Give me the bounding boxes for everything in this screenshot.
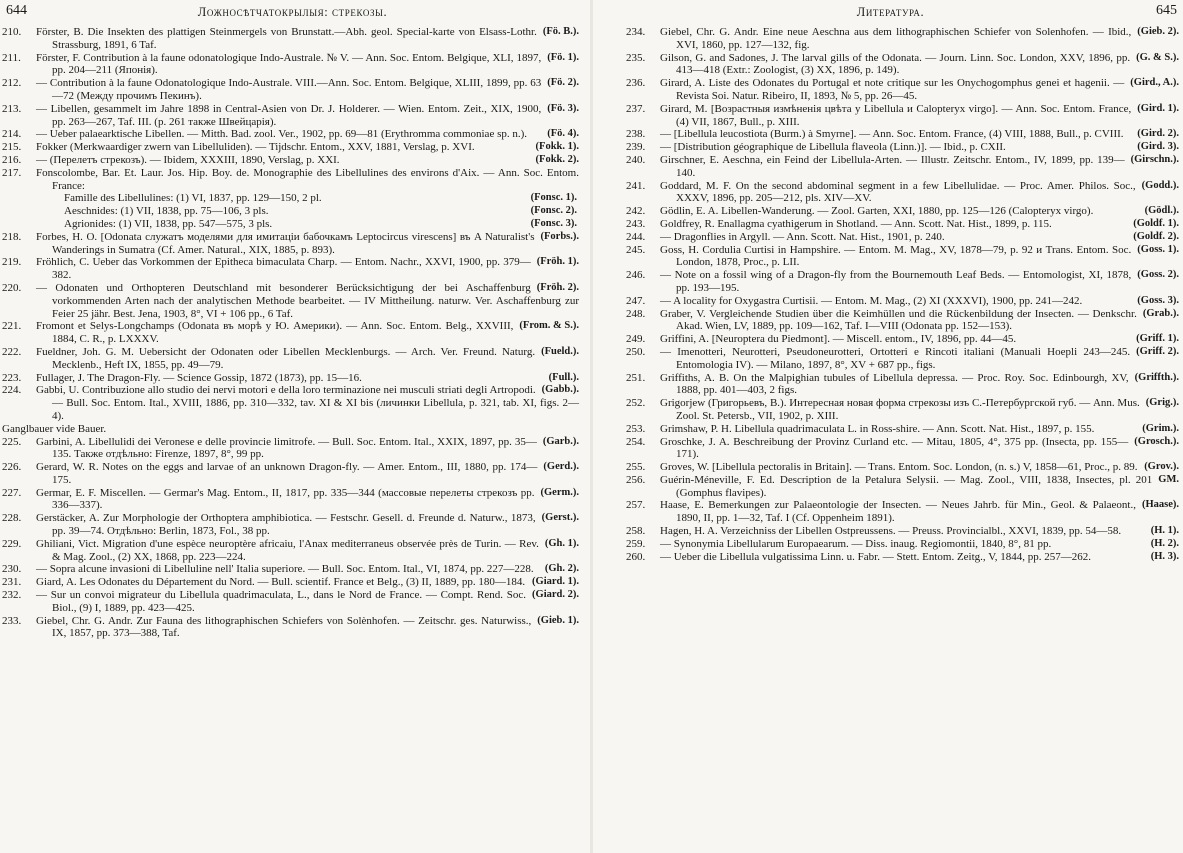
subentry-citation: Famille des Libellulines: (1) VI, 1837, pp. 129—150, 2 pl. <box>64 192 322 205</box>
bibliography-entry <box>626 180 1179 206</box>
bibliography-entry <box>626 461 1179 474</box>
bibliography-entry <box>626 205 1179 218</box>
entry-citation: Garbini, A. Libellulidi dei Veronese e delle provincie limitrofe. — Bull. Soc. Entom. Ital., XXIX, 1897, pp. 35—135. Также отдѣльно: Firenze, 1897, 8°, 99 pp. <box>36 435 537 461</box>
cross-reference-note: Ganglbauer vide Bauer. <box>2 422 107 435</box>
entry-abbreviation: (Gird., A.). <box>1130 77 1179 89</box>
bibliography-entry <box>626 77 1179 103</box>
entry-number: 223. <box>2 371 22 384</box>
entry-number: 237. <box>626 102 646 115</box>
entry-citation: Grimshaw, P. H. Libellula quadrimaculata L. in Ross-shire. — Ann. Scott. Nat. Hist., 1897, p. 155. <box>660 422 1095 435</box>
entry-citation: Griffiths, A. B. On the Malpighian tubules of Libellula depressa. — Proc. Roy. Soc. Edinbourgh, XV, 1888, pp. 401—403, 2 figs. <box>660 371 1129 397</box>
bibliography-entry <box>626 52 1179 78</box>
entry-citation: — Ueber palaearktische Libellen. — Mitth. Bad. zool. Ver., 1902, pp. 69—81 (Erythromma commoniae sp. n.). <box>36 128 528 141</box>
bibliography-subentry <box>2 192 579 205</box>
entry-number: 224. <box>2 384 22 397</box>
entry-abbreviation: (Gird. 1). <box>1137 102 1179 114</box>
entry-number: 226. <box>2 461 22 474</box>
entry-citation: Hagen, H. A. Verzeichniss der Libellen Ostpreussens. — Preuss. Provincialbl., XXVI, 1839, pp. 54—58. <box>660 525 1122 538</box>
entry-number: 212. <box>2 77 22 90</box>
bibliography-entry <box>2 103 579 129</box>
entry-abbreviation: (Goss. 3). <box>1137 294 1179 306</box>
left-running-title: Ложносѣтчатокрылыя: стрекозы. <box>197 5 388 19</box>
entry-citation: Goss, H. Cordulia Curtisi in Hampshire. — Entom. M. Mag., XV, 1878—79, p. 92 и Trans. Entom. Soc. London, 1878, Proc., p. LII. <box>660 243 1132 269</box>
entry-citation: Germar, E. F. Miscellen. — Germar's Mag. Entom., II, 1817, pp. 335—344 (массовые перелеты стрекозъ pp. 336—337). <box>36 486 535 512</box>
entry-abbreviation: (Grig.). <box>1145 397 1179 409</box>
entry-citation: Forbes, H. O. [Odonata служатъ моделями для имитаціи бабочкамъ Leptocircus virescens] въ A Naturalist's Wanderings in Sumatra (Cf. Amer. Natural., XIX, 1885, p. 893). <box>36 230 535 256</box>
entry-abbreviation: (Griff. 1). <box>1136 333 1179 345</box>
bibliography-entry <box>626 499 1179 525</box>
subentry-citation: Agrionides: (1) VII, 1838, pp. 547—575, 3 pls. <box>64 217 273 230</box>
entry-citation: Guérin-Méneville, F. Ed. Description de la Petalura Selysii. — Mag. Zool., VIII, 1838, Insectes, pl. 201 (Gomphus flavipes). <box>660 473 1153 499</box>
entry-number: 215. <box>2 141 22 154</box>
entry-abbreviation: (Gerst.). <box>541 512 579 524</box>
bibliography-entry <box>2 282 579 320</box>
bibliography-entry <box>626 128 1179 141</box>
bibliography-entry <box>626 538 1179 551</box>
entry-number: 249. <box>626 333 646 346</box>
entry-citation: Girschner, E. Aeschna, ein Feind der Libellula-Arten. — Illustr. Zeitschr. Entom., IV, 1899, pp. 139—140. <box>660 153 1125 179</box>
entry-abbreviation: (Gh. 1). <box>544 537 579 549</box>
bibliography-entry <box>2 563 579 576</box>
bibliography-entry <box>626 26 1179 52</box>
entry-abbreviation: (Grim.). <box>1142 422 1179 434</box>
entry-abbreviation: (Goss. 1). <box>1137 243 1179 255</box>
entry-number: 228. <box>2 512 22 525</box>
page-gutter <box>590 0 593 853</box>
entry-abbreviation: (Grab.). <box>1142 307 1179 319</box>
entry-abbreviation: (Fö. 4). <box>547 128 579 140</box>
bibliography-entry <box>626 551 1179 564</box>
entry-citation: Fröhlich, C. Ueber das Vorkommen der Epitheca bimaculata Charp. — Entom. Nachr., XXVI, 1900, pp. 379—382. <box>36 256 531 282</box>
bibliography-entry <box>626 346 1179 372</box>
entry-citation: — [Distribution géographique de Libellula flaveola (Linn.)]. — Ibid., p. CXII. <box>660 141 1006 154</box>
entry-citation: — Note on a fossil wing of a Dragon-fly from the Bournemouth Leaf Beds. — Entomologist, XI, 1878, pp. 193—195. <box>660 269 1132 294</box>
entry-number: 243. <box>626 217 646 230</box>
subentry-citation: Aeschnides: (1) VII, 1838, pp. 75—106, 3 pls. <box>64 205 269 218</box>
entry-citation: — Ueber die Libellula vulgatissima Linn. u. Fabr. — Stett. Entom. Zeitg., V, 1844, pp. 257—262. <box>660 550 1091 563</box>
bibliography-entry <box>2 487 579 513</box>
entry-number: 219. <box>2 256 22 269</box>
entry-citation: Groves, W. [Libellula pectoralis in Britain]. — Trans. Entom. Soc. London, (n. s.) V, 1858—61, Proc., p. 89. <box>660 461 1138 474</box>
entry-abbreviation: (Gh. 2). <box>544 563 579 575</box>
left-page-header <box>0 0 585 26</box>
entry-abbreviation: (Fröh. 1). <box>536 256 579 268</box>
entry-abbreviation: (Gödl.). <box>1144 205 1179 217</box>
bibliography-entry <box>626 474 1179 500</box>
entry-abbreviation: (H. 2). <box>1150 537 1179 549</box>
entry-number: 258. <box>626 525 646 538</box>
right-running-title: Литература. <box>856 5 925 19</box>
entry-citation: Ghiliani, Vict. Migration d'une espèce neuroptère africaiu, l'Anax mediterraneus observée près de Turin. — Rev. & Mag. Zool., (2) XX, 1868, pp. 223—224. <box>36 537 539 563</box>
entry-number: 230. <box>2 563 22 576</box>
bibliography-entry <box>2 77 579 103</box>
entry-abbreviation: (Fröh. 2). <box>536 281 579 293</box>
bibliography-entry <box>2 461 579 487</box>
entry-abbreviation: (Forbs.). <box>540 230 579 242</box>
entry-citation: Fonscolombe, Bar. Et. Laur. Jos. Hip. Boy. de. Monographie des Libellulines des environs d'Aix. — Ann. Soc. Entom. France: <box>36 166 579 192</box>
entry-citation: — Odonaten und Orthopteren Deutschland mit besonderer Berücksichtigung der bei Aschaffenburg vorkommenden Arten nach der analytischen Methode bearbeitet. — IV Mittheilung. naturw. Ver. Aschaffenburg zur Feier 25 jähr. Best. Jena, 1903, 8°, VI + 106 pp., 6 Taf. <box>36 281 579 320</box>
entry-citation: Gödlin, E. A. Libellen-Wanderung. — Zool. Garten, XXI, 1880, pp. 125—126 (Calopteryx virgo). <box>660 205 1094 218</box>
entry-number: 256. <box>626 473 646 486</box>
entry-citation: Grigorjew (Григорьевъ, В.). Интересная новая форма стрекозы изъ С.-Петербургской губ. — Ann. Mus. Zool. St. Petersb., VII, 1902, p. XIII. <box>660 397 1140 422</box>
entry-citation: Giebel, Chr. G. Andr. Eine neue Aeschna aus dem lithographischen Schiefer von Solenhofen. — Ibid., XVI, 1860, pp. 127—132, fig. <box>660 26 1132 51</box>
entry-abbreviation: (Fö. B.). <box>542 26 579 37</box>
bibliography-entry <box>2 538 579 564</box>
entry-citation: Girard, A. Liste des Odonates du Portugal et note critique sur les Onychogomphus genei et hagenii. — Revista Soi. Natur. Ribeiro, II, 1893, № 5, pp. 26—45. <box>660 77 1125 102</box>
entry-abbreviation: (Fokk. 1). <box>535 141 579 153</box>
entry-abbreviation: (Garb.). <box>542 435 579 447</box>
entry-citation: Gerard, W. R. Notes on the eggs and larvae of an unknown Dragon-fly. — Amer. Entom., III, 1880, pp. 174—175. <box>36 461 538 486</box>
right-page-header <box>598 0 1183 26</box>
entry-citation: Girard, M. [Возрастныя измѣненія цвѣта у Libellula и Calopteryx virgo]. — Ann. Soc. Entom. France, (4) VII, 1867, Bull., p. XIII. <box>660 102 1132 128</box>
bibliography-entry <box>626 333 1179 346</box>
entry-citation: Haase, E. Bemerkungen zur Palaeontologie der Insecten. — Neues Jahrb. für Min., Geol. & Palaeont., 1890, II, pp. 1—32, Taf. I (Cf. Oppenheim 1891). <box>660 499 1136 525</box>
left-bibliography-list <box>0 26 585 640</box>
entry-number: 240. <box>626 153 646 166</box>
entry-number: 242. <box>626 205 646 218</box>
entry-abbreviation: (Grosch.). <box>1134 435 1179 447</box>
bibliography-entry <box>626 372 1179 398</box>
entry-number: 220. <box>2 281 22 294</box>
entry-number: 254. <box>626 435 646 448</box>
bibliography-entry <box>2 256 579 282</box>
entry-abbreviation: (H. 1). <box>1150 525 1179 537</box>
entry-abbreviation: (Fueld.). <box>541 345 579 357</box>
bibliography-entry <box>2 167 579 193</box>
bibliography-entry <box>626 103 1179 129</box>
bibliography-entry <box>2 231 579 257</box>
entry-number: 255. <box>626 461 646 474</box>
entry-number: 251. <box>626 371 646 384</box>
bibliography-subentry <box>2 205 579 218</box>
subentry-abbreviation: (Fonsc. 1). <box>530 192 577 204</box>
bibliography-entry <box>626 525 1179 538</box>
entry-number: 252. <box>626 397 646 410</box>
bibliography-entry <box>626 231 1179 244</box>
entry-abbreviation: (Gieb. 1). <box>537 614 579 626</box>
entry-abbreviation: (Gird. 3). <box>1137 141 1179 153</box>
entry-number: 217. <box>2 166 22 179</box>
left-page <box>0 0 585 853</box>
entry-number: 231. <box>2 576 22 589</box>
bibliography-entry <box>2 320 579 346</box>
bibliography-entry <box>626 308 1179 334</box>
entry-abbreviation: (Haase). <box>1141 499 1179 511</box>
entry-number: 229. <box>2 537 22 550</box>
bibliography-entry <box>626 218 1179 231</box>
subentry-abbreviation: (Fonsc. 3). <box>530 217 577 229</box>
entry-abbreviation: GM. <box>1158 473 1179 485</box>
entry-abbreviation: (Germ.). <box>540 486 579 498</box>
entry-number: 227. <box>2 486 22 499</box>
bibliography-entry <box>2 589 579 615</box>
entry-abbreviation: (Grov.). <box>1144 461 1179 473</box>
entry-abbreviation: (Goldf. 2). <box>1133 230 1179 242</box>
entry-abbreviation: (Gieb. 2). <box>1137 26 1179 37</box>
entry-citation: Giebel, Chr. G. Andr. Zur Fauna des lithographischen Schiefers von Solènhofen. — Zeitschr. ges. Naturwiss., IX, 1857, pp. 373—388, Taf. <box>36 614 532 640</box>
entry-abbreviation: (Gerd.). <box>543 461 579 473</box>
bibliography-entry <box>2 512 579 538</box>
entry-number: 218. <box>2 230 22 243</box>
entry-citation: Förster, B. Die Insekten des plattigen Steinmergels von Brunstatt.—Abh. geol. Special-karte von Elsass-Lothr. Strassburg, 1891, 6 Taf. <box>36 26 537 51</box>
entry-citation: — [Libellula leucostiota (Burm.) à Smyrne]. — Ann. Soc. Entom. France, (4) VIII, 1888, Bull., p. CVIII. <box>660 128 1124 141</box>
bibliography-entry <box>2 615 579 641</box>
entry-citation: — (Перелетъ стрекозъ). — Ibidem, XXXIII, 1890, Verslag, p. XXI. <box>36 153 340 166</box>
entry-abbreviation: (Griffth.). <box>1134 371 1179 383</box>
bibliography-entry <box>2 128 579 141</box>
entry-number: 239. <box>626 141 646 154</box>
entry-number: 232. <box>2 589 22 602</box>
entry-abbreviation: (Godd.). <box>1141 179 1179 191</box>
entry-abbreviation: (Full.). <box>548 371 579 383</box>
entry-citation: — Libellen, gesammelt im Jahre 1898 in Central-Asien von Dr. J. Holderer. — Wien. Entom. Zeit., XIX, 1900, pp. 263—267, Taf. III. (p. 261 также Швейцарія). <box>36 102 542 128</box>
entry-number: 248. <box>626 307 646 320</box>
entry-citation: Fokker (Merkwaardiger zwern van Libelluliden). — Tijdschr. Entom., XXV, 1881, Verslag, p. XVI. <box>36 141 475 154</box>
entry-number: 213. <box>2 102 22 115</box>
entry-number: 257. <box>626 499 646 512</box>
bibliography-entry <box>2 26 579 52</box>
bibliography-entry <box>2 141 579 154</box>
entry-number: 233. <box>2 614 22 627</box>
entry-number: 246. <box>626 269 646 282</box>
entry-number: 236. <box>626 77 646 90</box>
entry-abbreviation: (Goldf. 1). <box>1133 217 1179 229</box>
entry-abbreviation: (From. & S.). <box>519 320 579 332</box>
bibliography-entry <box>2 154 579 167</box>
bibliography-entry <box>626 244 1179 270</box>
bibliography-entry <box>2 436 579 462</box>
entry-number: 238. <box>626 128 646 141</box>
entry-citation: Griffini, A. [Neuroptera du Piedmont]. — Miscell. entom., IV, 1896, pp. 44—45. <box>660 333 1017 346</box>
entry-number: 210. <box>2 26 22 38</box>
entry-citation: — Imenotteri, Neurotteri, Pseudoneurotteri, Ortotteri e Rincoti italiani (Manuali Hoepli 243—245. Entomologia IV). — Milano, 1897, 8°, XV + 687 pp., figs. <box>660 345 1131 371</box>
right-page <box>598 0 1183 853</box>
bibliography-entry <box>626 141 1179 154</box>
entry-citation: Fueldner, Joh. G. M. Uebersicht der Odonaten oder Libellen Mecklenburgs. — Arch. Ver. Freund. Naturg. Mecklenb., Heft IX, 1855, pp. 49—79. <box>36 345 536 371</box>
entry-abbreviation: (G. & S.). <box>1136 51 1179 63</box>
entry-citation: Förster, F. Contribution à la faune odonatologique Indo-Australe. № V. — Ann. Soc. Entom. Belgique, XLI, 1897, pp. 204—211 (Японія). <box>36 51 542 77</box>
entry-number: 225. <box>2 435 22 448</box>
entry-abbreviation: (Griff. 2). <box>1136 345 1179 357</box>
entry-abbreviation: (Giard. 1). <box>532 576 579 588</box>
bibliography-entry <box>2 384 579 422</box>
entry-citation: — A locality for Oxygastra Curtisii. — Entom. M. Mag., (2) XI (XXXVI), 1900, pp. 241—242. <box>660 294 1083 307</box>
entry-number: 245. <box>626 243 646 256</box>
bibliography-entry <box>626 154 1179 180</box>
entry-abbreviation: (Fö. 2). <box>547 77 579 89</box>
entry-abbreviation: (Gird. 2). <box>1137 128 1179 140</box>
entry-number: 222. <box>2 345 22 358</box>
entry-number: 234. <box>626 26 646 38</box>
bibliography-entry <box>2 52 579 78</box>
bibliography-entry <box>2 372 579 385</box>
entry-number: 235. <box>626 51 646 64</box>
entry-citation: Fromont et Selys-Longchamps (Odonata въ морѣ у Ю. Америки). — Ann. Soc. Entom. Belg., XXVIII, 1884, C. R., p. LXXXV. <box>36 320 514 346</box>
entry-citation: Graber, V. Vergleichende Studien über die Keimhüllen und die Rückenbildung der Insecten. — Denkschr. Akad. Wien, LV, 1889, pp. 109—162, Taf. I—VIII (Odonata pp. 152—153). <box>660 307 1137 333</box>
entry-abbreviation: (Gabb.). <box>541 384 579 396</box>
bibliography-entry <box>626 295 1179 308</box>
bibliography-entry <box>2 346 579 372</box>
entry-citation: Groschke, J. A. Beschreibung der Provinz Curland etc. — Mitau, 1805, 4°, 375 pp. (Insecta, pp. 155—171). <box>660 435 1129 461</box>
entry-number: 211. <box>2 51 21 64</box>
bibliography-entry <box>626 423 1179 436</box>
entry-number: 250. <box>626 345 646 358</box>
entry-citation: — Sopra alcune invasioni di Libelluline nell' Italia superiore. — Bull. Soc. Entom. Ital., VI, 1874, pp. 227—228. <box>36 563 534 576</box>
entry-abbreviation: (Giard. 2). <box>532 589 579 601</box>
entry-abbreviation: (Fö. 1). <box>547 51 579 63</box>
right-bibliography-list <box>598 26 1183 563</box>
left-page-number: 644 <box>6 3 27 18</box>
entry-number: 241. <box>626 179 646 192</box>
entry-citation: Gerstäcker, A. Zur Morphologie der Orthoptera amphibiotica. — Festschr. Gesell. d. Freunde d. Naturw., 1873, pp. 39—74. Отдѣльно: Berlin, 1873, Fol., 38 pp. <box>36 512 536 538</box>
right-page-number: 645 <box>1156 3 1177 18</box>
entry-citation: — Synonymia Libellularum Europaearum. — Diss. inaug. Regiomontii, 1840, 8°, 81 pp. <box>660 537 1052 550</box>
bibliography-entry <box>626 397 1179 423</box>
subentry-abbreviation: (Fonsc. 2). <box>530 205 577 217</box>
entry-citation: Giard, A. Les Odonates du Département du Nord. — Bull. scientif. France et Belg., (3) II, 1889, pp. 180—184. <box>36 576 526 589</box>
entry-citation: — Contribution à la faune Odonatologique Indo-Australe. VIII.—Ann. Soc. Entom. Belgique, XLIII, 1899, pp. 63—72 (Между прочимъ Пекинъ). <box>36 77 542 102</box>
bibliography-entry <box>626 436 1179 462</box>
entry-number: 260. <box>626 550 646 563</box>
bibliography-subentry <box>2 218 579 231</box>
entry-number: 247. <box>626 294 646 307</box>
entry-citation: Gilson, G. and Sadones, J. The larval gills of the Odonata. — Journ. Linn. Soc. London, XXV, 1896, pp. 413—418 (Extr.: Zoologist, (3) XX, 1896, p. 149). <box>660 51 1131 77</box>
entry-abbreviation: (Fokk. 2). <box>535 153 579 165</box>
entry-citation: — Sur un convoi migrateur du Libellula quadrimaculata, L., dans le Nord de France. — Compt. Rend. Soc. Biol., (9) I, 1889, pp. 423—425. <box>36 589 527 614</box>
entry-number: 216. <box>2 153 22 166</box>
entry-abbreviation: (H. 3). <box>1150 550 1179 562</box>
entry-abbreviation: (Girschn.). <box>1130 153 1179 165</box>
entry-citation: Gabbi, U. Contribuzione allo studio dei nervi motori e della loro terminazione nei musculi striati degli Artropodi. — Bull. Soc. Entom. Ital., XVIII, 1886, pp. 310—332, tav. XI & XI bis (личинки Libellula, p. 321, tab. XI, figs. 2—4). <box>36 384 579 422</box>
entry-number: 214. <box>2 128 22 141</box>
bibliography-entry <box>2 576 579 589</box>
entry-number: 259. <box>626 537 646 550</box>
entry-citation: Fullager, J. The Dragon-Fly. — Science Gossip, 1872 (1873), pp. 15—16. <box>36 371 362 384</box>
entry-number: 244. <box>626 230 646 243</box>
entry-citation: Goldfrey, R. Enallagma cyathigerum in Shotland. — Ann. Scott. Nat. Hist., 1899, p. 115. <box>660 217 1052 230</box>
entry-number: 253. <box>626 422 646 435</box>
entry-abbreviation: (Fö. 3). <box>547 102 579 114</box>
entry-number: 221. <box>2 320 22 333</box>
entry-citation: — Dragonflies in Argyll. — Ann. Scott. Nat. Hist., 1901, p. 240. <box>660 230 945 243</box>
bibliography-entry <box>626 269 1179 295</box>
entry-citation: Goddard, M. F. On the second abdominal segment in a few Libellulidae. — Proc. Amer. Philos. Soc., XXXV, 1896, pp. 205—212, pls. XIV—XV. <box>660 179 1136 205</box>
entry-abbreviation: (Goss. 2). <box>1137 269 1179 281</box>
